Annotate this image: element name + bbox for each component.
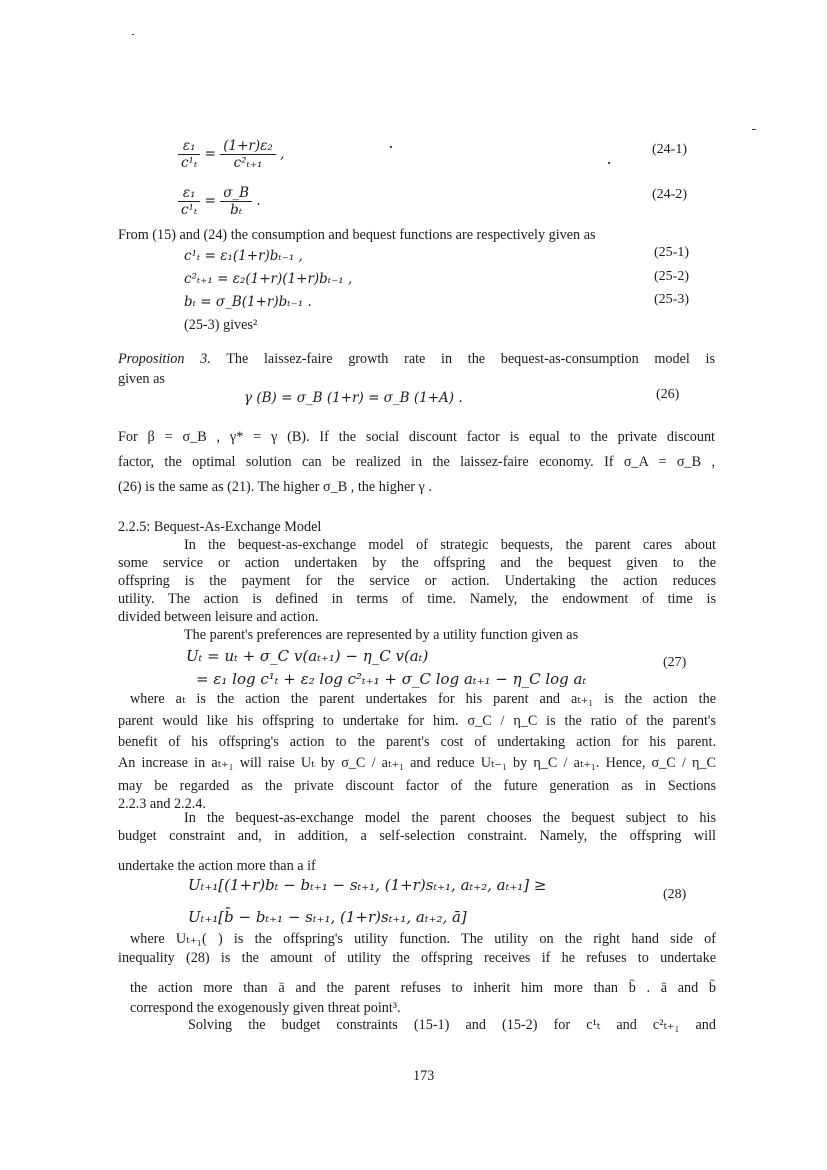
numerator: ε₁ [182, 138, 196, 154]
equation-25-3: bₜ = σ_B(1+r)bₜ₋₁ . [184, 294, 312, 310]
equation-27-line1: Uₜ = uₜ + σ_C v(aₜ₊₁) − η_C v(aₜ) [186, 647, 429, 665]
equation-number: (24-2) [652, 187, 687, 202]
body-text-line: factor, the optimal solution can be realized in the laissez-faire economy. If σ_A = σ_B , [118, 454, 715, 470]
equation-25-2: c²ₜ₊₁ = ε₂(1+r)(1+r)bₜ₋₁ , [184, 271, 353, 287]
fraction [178, 138, 200, 171]
body-text-line: divided between leisure and action. [118, 609, 319, 625]
scan-speck [390, 146, 392, 148]
fraction [178, 185, 200, 218]
body-text-line: where aₜ is the action the parent undertakes for his parent and aₜ₊₁ is the action the [130, 691, 716, 707]
body-text-line: From (15) and (24) the consumption and bequest functions are respectively given as [118, 227, 596, 243]
body-text-line: inequality (28) is the amount of utility the offspring receives if he refuses to undertake [118, 950, 716, 966]
proposition-text: The laissez-faire growth rate in the bequest-as-consumption model is [210, 351, 715, 367]
body-text-line: An increase in aₜ₊₁ will raise Uₜ by σ_C / aₜ₊₁ and reduce Uₜ₋₁ by η_C / aₜ₊₁. Hence, σ_C / η_C [118, 755, 716, 771]
equation-number: (28) [663, 887, 687, 902]
scan-speck [132, 34, 134, 35]
equation-24-2: $\frac{\text{ε₁}}{\text{c¹ₜ}}$ = $\frac{\sigma\_B}{\text{bₜ}}$ . [178, 185, 261, 218]
equation-28-line2: Uₜ₊₁[b̄ − bₜ₊₁ − sₜ₊₁, (1+r)sₜ₊₁, aₜ₊₂, ā] [188, 908, 467, 926]
proposition-line [118, 350, 715, 368]
body-text-line: The parent's preferences are represented by a utility function given as [184, 627, 579, 643]
numerator: σ_B [223, 185, 250, 201]
body-text-line: given as [118, 371, 165, 387]
denominator: c¹ₜ [178, 154, 200, 171]
body-text-line: may be regarded as the private discount factor of the future generation as in Sections [118, 778, 716, 794]
equation-number: (25-1) [654, 245, 689, 260]
body-text-line: In the bequest-as-exchange model the parent chooses the bequest subject to his [184, 810, 716, 826]
body-text-line: budget constraint and, in addition, a self-selection constraint. Namely, the offspring will [118, 828, 716, 844]
equation-27-line2: = ε₁ log c¹ₜ + ε₂ log c²ₜ₊₁ + σ_C log aₜ₊₁ − η_C log aₜ [196, 670, 587, 688]
proposition-label: Proposition 3. [118, 351, 211, 367]
denominator: c¹ₜ [178, 201, 200, 218]
fraction [220, 138, 276, 171]
numerator: ε₁ [182, 185, 196, 201]
equation-24-1: $\frac{\text{ε₁}}{\text{c¹ₜ}}$ = $\frac{\text{(1+r)ε₂}}{\text{c²ₜ₊₁}}$ , [178, 138, 284, 171]
equation-25-1: c¹ₜ = ε₁(1+r)bₜ₋₁ , [184, 248, 303, 264]
equation-number: (27) [663, 655, 687, 670]
denominator: bₜ [220, 201, 252, 218]
equation-number: (25-2) [654, 269, 689, 284]
body-text-line: (26) is the same as (21). The higher σ_B , the higher γ . [118, 479, 432, 495]
body-text-line: parent would like his offspring to undertake for him. σ_C / η_C is the ratio of the parent's [118, 713, 716, 729]
body-text-line: Solving the budget constraints (15-1) and (15-2) for c¹ₜ and c²ₜ₊₁ and [188, 1017, 716, 1033]
equation-number: (24-1) [652, 142, 687, 157]
body-text-line: In the bequest-as-exchange model of strategic bequests, the parent cares about [184, 537, 716, 553]
body-text-line: benefit of his offspring's action to the parent's cost of undertaking action for his parent. [118, 734, 716, 750]
equation-26: γ (B) = σ_B (1+r) = σ_B (1+A) . [244, 390, 463, 406]
page-number: 173 [413, 1068, 435, 1084]
body-text-line: undertake the action more than a if [118, 858, 316, 874]
denominator: c²ₜ₊₁ [220, 154, 276, 171]
body-text-line: 2.2.3 and 2.2.4. [118, 796, 206, 812]
fraction [220, 185, 252, 218]
equation-28-line1: Uₜ₊₁[(1+r)bₜ − bₜ₊₁ − sₜ₊₁, (1+r)sₜ₊₁, aₜ₊₂, aₜ₊₁] ≥ [188, 876, 547, 894]
scan-speck [608, 162, 610, 164]
scan-speck [752, 129, 756, 130]
body-text-line: utility. The action is defined in terms of time. Namely, the endowment of time is [118, 591, 716, 607]
body-text-line: For β = σ_B , γ* = γ (B). If the social discount factor is equal to the private discount [118, 429, 715, 445]
body-text-line: where Uₜ₊₁( ) is the offspring's utility function. The utility on the right hand side of [130, 931, 716, 947]
body-text-line: (25-3) gives² [184, 317, 258, 333]
equation-number: (25-3) [654, 292, 689, 307]
numerator: (1+r)ε₂ [223, 138, 273, 154]
body-text-line: correspond the exogenously given threat point³. [130, 1000, 401, 1016]
body-text-line: some service or action undertaken by the offspring and the bequest given to the [118, 555, 716, 571]
equation-number: (26) [656, 387, 680, 402]
body-text-line: offspring is the payment for the service or action. Undertaking the action reduces [118, 573, 716, 589]
body-text-line: the action more than ā and the parent refuses to inherit him more than b̄ . ā and b̄ [130, 980, 716, 996]
section-heading: 2.2.5: Bequest-As-Exchange Model [118, 519, 322, 535]
